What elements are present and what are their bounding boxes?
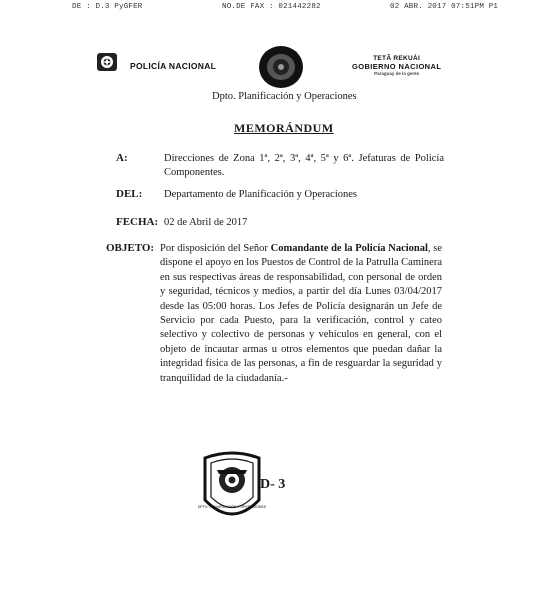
to-label: A:: [116, 152, 128, 164]
date-text: 02 de Abril de 2017: [164, 217, 248, 228]
fax-date-header: 02 ABR. 2017 07:51PM P1: [390, 3, 499, 11]
gov-line-3: Paraguay de la gente: [374, 71, 420, 76]
from-text: Departamento de Planificación y Operaciones: [164, 189, 358, 200]
department-heading: Dpto. Planificación y Operaciones: [212, 91, 357, 102]
stamp-code: D- 3: [260, 477, 286, 492]
police-seal-icon: [96, 51, 118, 73]
subject-bold-1: Comandante de la Policía Nacional: [270, 243, 428, 254]
government-logo: [352, 55, 441, 76]
stamp-inner-text: DPTO. PLANIFICACIÓN Y OPERACIONES: [197, 505, 267, 509]
to-text: Direcciones de Zona 1ª, 2ª, 3ª, 4ª, 5ª y 6ª. Jefaturas de Policía Componentes.: [164, 153, 444, 178]
from-label: DEL:: [116, 188, 143, 200]
department-stamp-icon: [197, 448, 267, 528]
fax-sender-header: DE : D.3 PyGFER: [72, 3, 143, 11]
subject-text-1: Por disposición del Señor: [160, 243, 271, 254]
police-name: POLICÍA NACIONAL: [130, 61, 217, 71]
memo-title: MEMORÁNDUM: [234, 121, 334, 135]
subject-body: [160, 242, 442, 386]
national-crest-icon: [257, 42, 305, 90]
date-label: FECHA:: [116, 216, 159, 228]
gov-line-2: GOBIERNO NACIONAL: [352, 62, 442, 71]
gov-line-1: TETÃ REKUÁI: [373, 55, 421, 62]
subject-label: OBJETO:: [106, 242, 155, 254]
subject-text-2: , se dispone el apoyo en los Puestos de Control de la Patrulla Caminera en sus respectivas áreas de responsabilidad, con personal de orden y seguridad, técnicos y medios, a partir del día Lunes 03/04/2017 desde las 05:00 horas. Los Jefes de Policía designarán un Jefe de Servicio por cada Puesto, para la verificación, control y cateo selectivo y colectivo de personas y vehículos en general, con el objeto de incautar armas u otros elementos que puedan dañar la integridad física de las personas, a fin de resguardar la seguridad y tranquilidad de la ciudadanía.-: [160, 243, 443, 384]
fax-number-header: NO.DE FAX : 021442282: [222, 3, 321, 11]
